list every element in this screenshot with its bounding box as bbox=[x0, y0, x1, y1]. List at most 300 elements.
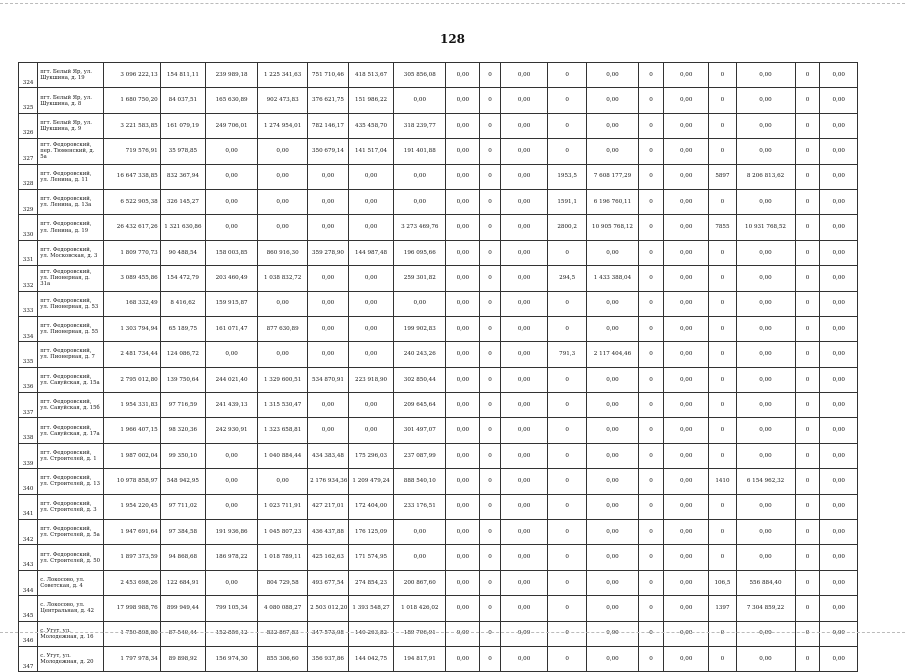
cell-cost-col-7: 0,00 bbox=[446, 266, 480, 291]
cell-cost-col-11: 0,00 bbox=[736, 545, 795, 570]
cell-cost-col-6: 196 095,66 bbox=[394, 240, 446, 265]
cell-cost-col-9: 0,00 bbox=[586, 494, 638, 519]
cell-cost-col-6: 3 273 469,76 bbox=[394, 215, 446, 240]
cell-qty-col-5: 0 bbox=[795, 316, 820, 341]
cell-cost-col-3: 804 729,58 bbox=[258, 570, 308, 595]
cell-cost-col-4: 493 677,54 bbox=[308, 570, 349, 595]
cell-row-number: 340 bbox=[19, 469, 38, 494]
cell-total-cost: 3 089 455,86 bbox=[104, 266, 161, 291]
cell-cost-col-3: 1 040 884,44 bbox=[258, 443, 308, 468]
cell-cost-col-11: 8 206 813,62 bbox=[736, 164, 795, 189]
cell-cost-col-6: 318 239,77 bbox=[394, 113, 446, 138]
cell-cost-col-5: 171 574,95 bbox=[348, 545, 393, 570]
table-row bbox=[19, 266, 858, 291]
cell-cost-col-4: 436 437,88 bbox=[308, 520, 349, 545]
cell-cost-col-3: 1 225 341,63 bbox=[258, 63, 308, 88]
cell-cost-col-9: 0,00 bbox=[586, 596, 638, 621]
cell-cost-col-9: 1 433 388,04 bbox=[586, 266, 638, 291]
cell-cost-col-10: 0,00 bbox=[664, 418, 709, 443]
cell-cost-col-11: 556 884,40 bbox=[736, 570, 795, 595]
cell-cost-col-10: 0,00 bbox=[664, 621, 709, 646]
cell-cost-col-10: 0,00 bbox=[664, 88, 709, 113]
cell-cost-col-7: 0,00 bbox=[446, 139, 480, 164]
cell-cost-col-5: 1 209 479,24 bbox=[348, 469, 393, 494]
cell-cost-col-12: 0,00 bbox=[820, 291, 858, 316]
cell-qty-col-5: 0 bbox=[795, 367, 820, 392]
cell-address: пгт. Федоровский, ул. Ленина, д. 13а bbox=[38, 189, 104, 214]
cell-qty-col-4: 0 bbox=[709, 342, 736, 367]
cell-cost-col-8: 0,00 bbox=[500, 646, 548, 671]
cell-cost-col-8: 0,00 bbox=[500, 443, 548, 468]
cell-cost-col-2: 0,00 bbox=[206, 342, 258, 367]
cell-cost-col-1: 154 811,11 bbox=[160, 63, 205, 88]
cell-row-number: 335 bbox=[19, 342, 38, 367]
cell-total-cost: 3 096 222,13 bbox=[104, 63, 161, 88]
cell-cost-col-12: 0,00 bbox=[820, 266, 858, 291]
cell-cost-col-9: 0,00 bbox=[586, 316, 638, 341]
cell-cost-col-4: 350 679,14 bbox=[308, 139, 349, 164]
cell-address: пгт. Федоровский, ул. Ленина, д. 19 bbox=[38, 215, 104, 240]
cell-cost-col-6: 200 867,60 bbox=[394, 570, 446, 595]
cell-qty-col-5: 0 bbox=[795, 621, 820, 646]
table-row bbox=[19, 469, 858, 494]
cell-cost-col-6: 237 087,99 bbox=[394, 443, 446, 468]
cell-cost-col-1: 8 416,62 bbox=[160, 291, 205, 316]
cell-cost-col-1: 99 350,10 bbox=[160, 443, 205, 468]
cell-row-number: 337 bbox=[19, 393, 38, 418]
cell-cost-col-5: 0,00 bbox=[348, 316, 393, 341]
cell-qty-col-1: 0 bbox=[480, 215, 500, 240]
cell-cost-col-4: 782 146,17 bbox=[308, 113, 349, 138]
cell-address: пгт. Федоровский, ул. Строителей, д. 13 bbox=[38, 469, 104, 494]
table-row bbox=[19, 367, 858, 392]
cell-qty-col-1: 0 bbox=[480, 88, 500, 113]
cell-cost-col-8: 0,00 bbox=[500, 113, 548, 138]
cell-qty-col-3: 0 bbox=[639, 63, 664, 88]
cell-cost-col-9: 0,00 bbox=[586, 240, 638, 265]
cell-qty-col-5: 0 bbox=[795, 88, 820, 113]
cell-qty-col-4: 1397 bbox=[709, 596, 736, 621]
cell-row-number: 334 bbox=[19, 316, 38, 341]
cell-qty-col-1: 0 bbox=[480, 596, 500, 621]
cell-qty-col-2: 0 bbox=[548, 443, 587, 468]
cell-cost-col-9: 0,00 bbox=[586, 63, 638, 88]
cell-qty-col-5: 0 bbox=[795, 164, 820, 189]
cell-qty-col-3: 0 bbox=[639, 342, 664, 367]
cell-total-cost: 1 303 794,94 bbox=[104, 316, 161, 341]
cell-qty-col-1: 0 bbox=[480, 316, 500, 341]
cell-cost-col-9: 0,00 bbox=[586, 139, 638, 164]
cell-address: пгт. Федоровский, ул. Пионерная, д. 7 bbox=[38, 342, 104, 367]
cell-cost-col-1: 94 868,68 bbox=[160, 545, 205, 570]
cell-qty-col-2: 1591,1 bbox=[548, 189, 587, 214]
cell-cost-col-6: 301 497,07 bbox=[394, 418, 446, 443]
cell-cost-col-12: 0,00 bbox=[820, 367, 858, 392]
cell-cost-col-12: 0,00 bbox=[820, 215, 858, 240]
cell-cost-col-1: 84 037,51 bbox=[160, 88, 205, 113]
table-row bbox=[19, 215, 858, 240]
cell-cost-col-8: 0,00 bbox=[500, 139, 548, 164]
cell-cost-col-4: 427 217,01 bbox=[308, 494, 349, 519]
cell-cost-col-5: 0,00 bbox=[348, 215, 393, 240]
cell-qty-col-1: 0 bbox=[480, 621, 500, 646]
cell-cost-col-11: 10 931 768,52 bbox=[736, 215, 795, 240]
cell-cost-col-5: 1 393 548,27 bbox=[348, 596, 393, 621]
cell-qty-col-3: 0 bbox=[639, 88, 664, 113]
cell-cost-col-11: 7 304 859,22 bbox=[736, 596, 795, 621]
cell-cost-col-8: 0,00 bbox=[500, 621, 548, 646]
cell-cost-col-7: 0,00 bbox=[446, 342, 480, 367]
cell-cost-col-4: 0,00 bbox=[308, 215, 349, 240]
cell-cost-col-10: 0,00 bbox=[664, 189, 709, 214]
cell-qty-col-4: 106,5 bbox=[709, 570, 736, 595]
cell-cost-col-7: 0,00 bbox=[446, 494, 480, 519]
cell-cost-col-7: 0,00 bbox=[446, 443, 480, 468]
cell-cost-col-9: 2 117 404,46 bbox=[586, 342, 638, 367]
cell-total-cost: 719 576,91 bbox=[104, 139, 161, 164]
cell-qty-col-1: 0 bbox=[480, 113, 500, 138]
cell-cost-col-9: 0,00 bbox=[586, 418, 638, 443]
cell-qty-col-3: 0 bbox=[639, 646, 664, 671]
cell-cost-col-4: 2 503 012,20 bbox=[308, 596, 349, 621]
cell-row-number: 332 bbox=[19, 266, 38, 291]
cell-cost-col-12: 0,00 bbox=[820, 63, 858, 88]
cell-cost-col-7: 0,00 bbox=[446, 596, 480, 621]
cell-cost-col-11: 0,00 bbox=[736, 240, 795, 265]
cell-qty-col-1: 0 bbox=[480, 240, 500, 265]
cell-qty-col-5: 0 bbox=[795, 443, 820, 468]
cell-cost-col-2: 241 439,13 bbox=[206, 393, 258, 418]
cell-cost-col-5: 144 042,75 bbox=[348, 646, 393, 671]
cell-cost-col-2: 0,00 bbox=[206, 570, 258, 595]
cell-qty-col-3: 0 bbox=[639, 393, 664, 418]
cell-cost-col-1: 1 321 630,86 bbox=[160, 215, 205, 240]
cell-cost-col-11: 0,00 bbox=[736, 520, 795, 545]
cell-cost-col-10: 0,00 bbox=[664, 139, 709, 164]
cell-qty-col-3: 0 bbox=[639, 443, 664, 468]
register-table bbox=[18, 62, 858, 672]
cell-cost-col-5: 0,00 bbox=[348, 418, 393, 443]
cell-cost-col-9: 0,00 bbox=[586, 646, 638, 671]
cell-cost-col-7: 0,00 bbox=[446, 63, 480, 88]
cell-cost-col-8: 0,00 bbox=[500, 266, 548, 291]
cell-cost-col-10: 0,00 bbox=[664, 469, 709, 494]
cell-qty-col-5: 0 bbox=[795, 291, 820, 316]
cell-cost-col-5: 418 513,67 bbox=[348, 63, 393, 88]
cell-cost-col-1: 832 367,94 bbox=[160, 164, 205, 189]
cell-cost-col-3: 1 323 658,81 bbox=[258, 418, 308, 443]
scan-edge-top bbox=[0, 3, 905, 4]
table-row bbox=[19, 545, 858, 570]
cell-cost-col-8: 0,00 bbox=[500, 215, 548, 240]
cell-cost-col-8: 0,00 bbox=[500, 545, 548, 570]
cell-cost-col-11: 0,00 bbox=[736, 646, 795, 671]
cell-qty-col-5: 0 bbox=[795, 520, 820, 545]
cell-qty-col-3: 0 bbox=[639, 215, 664, 240]
cell-cost-col-5: 435 458,70 bbox=[348, 113, 393, 138]
cell-cost-col-11: 0,00 bbox=[736, 367, 795, 392]
cell-qty-col-3: 0 bbox=[639, 240, 664, 265]
cell-qty-col-1: 0 bbox=[480, 443, 500, 468]
cell-cost-col-1: 548 942,95 bbox=[160, 469, 205, 494]
cell-total-cost: 1 797 978,34 bbox=[104, 646, 161, 671]
cell-cost-col-7: 0,00 bbox=[446, 164, 480, 189]
cell-qty-col-2: 0 bbox=[548, 291, 587, 316]
cell-qty-col-3: 0 bbox=[639, 469, 664, 494]
cell-total-cost: 1 750 808,80 bbox=[104, 621, 161, 646]
table-row bbox=[19, 646, 858, 671]
cell-qty-col-1: 0 bbox=[480, 545, 500, 570]
cell-cost-col-4: 0,00 bbox=[308, 342, 349, 367]
cell-cost-col-11: 6 154 962,32 bbox=[736, 469, 795, 494]
cell-cost-col-3: 0,00 bbox=[258, 189, 308, 214]
cell-row-number: 325 bbox=[19, 88, 38, 113]
cell-cost-col-3: 1 315 530,47 bbox=[258, 393, 308, 418]
cell-cost-col-12: 0,00 bbox=[820, 88, 858, 113]
cell-qty-col-2: 0 bbox=[548, 63, 587, 88]
cell-cost-col-10: 0,00 bbox=[664, 240, 709, 265]
cell-qty-col-2: 1953,5 bbox=[548, 164, 587, 189]
cell-cost-col-4: 0,00 bbox=[308, 189, 349, 214]
cell-cost-col-8: 0,00 bbox=[500, 520, 548, 545]
cell-cost-col-9: 0,00 bbox=[586, 113, 638, 138]
cell-cost-col-3: 855 306,60 bbox=[258, 646, 308, 671]
cell-cost-col-5: 0,00 bbox=[348, 189, 393, 214]
cell-cost-col-6: 0,00 bbox=[394, 545, 446, 570]
cell-qty-col-1: 0 bbox=[480, 342, 500, 367]
cell-qty-col-4: 0 bbox=[709, 240, 736, 265]
cell-cost-col-12: 0,00 bbox=[820, 316, 858, 341]
cell-cost-col-9: 0,00 bbox=[586, 393, 638, 418]
cell-qty-col-3: 0 bbox=[639, 596, 664, 621]
cell-address: пгт. Федоровский, ул. Московская, д. 3 bbox=[38, 240, 104, 265]
cell-qty-col-5: 0 bbox=[795, 215, 820, 240]
cell-address: пгт. Федоровский, ул. Строителей, д. 50 bbox=[38, 545, 104, 570]
cell-cost-col-6: 191 401,88 bbox=[394, 139, 446, 164]
cell-total-cost: 3 221 583,85 bbox=[104, 113, 161, 138]
cell-cost-col-11: 0,00 bbox=[736, 189, 795, 214]
cell-cost-col-7: 0,00 bbox=[446, 520, 480, 545]
cell-cost-col-2: 244 021,40 bbox=[206, 367, 258, 392]
cell-qty-col-1: 0 bbox=[480, 189, 500, 214]
cell-cost-col-10: 0,00 bbox=[664, 393, 709, 418]
cell-cost-col-4: 0,00 bbox=[308, 164, 349, 189]
cell-cost-col-7: 0,00 bbox=[446, 88, 480, 113]
cell-row-number: 342 bbox=[19, 520, 38, 545]
cell-cost-col-4: 376 621,75 bbox=[308, 88, 349, 113]
cell-row-number: 346 bbox=[19, 621, 38, 646]
table-row bbox=[19, 621, 858, 646]
cell-cost-col-12: 0,00 bbox=[820, 164, 858, 189]
cell-cost-col-6: 240 243,26 bbox=[394, 342, 446, 367]
cell-address: пгт. Белый Яр, ул. Шукшина, д. 8 bbox=[38, 88, 104, 113]
cell-cost-col-1: 87 540,44 bbox=[160, 621, 205, 646]
cell-cost-col-1: 139 750,64 bbox=[160, 367, 205, 392]
cell-cost-col-5: 144 987,48 bbox=[348, 240, 393, 265]
cell-cost-col-12: 0,00 bbox=[820, 342, 858, 367]
cell-cost-col-12: 0,00 bbox=[820, 113, 858, 138]
cell-cost-col-1: 97 711,02 bbox=[160, 494, 205, 519]
cell-qty-col-4: 0 bbox=[709, 139, 736, 164]
cell-qty-col-2: 0 bbox=[548, 316, 587, 341]
cell-cost-col-7: 0,00 bbox=[446, 469, 480, 494]
cell-cost-col-6: 302 850,44 bbox=[394, 367, 446, 392]
cell-qty-col-4: 0 bbox=[709, 63, 736, 88]
cell-qty-col-4: 0 bbox=[709, 418, 736, 443]
table-row bbox=[19, 240, 858, 265]
cell-cost-col-1: 90 488,54 bbox=[160, 240, 205, 265]
cell-qty-col-4: 1410 bbox=[709, 469, 736, 494]
cell-row-number: 328 bbox=[19, 164, 38, 189]
cell-row-number: 343 bbox=[19, 545, 38, 570]
register-body bbox=[19, 63, 858, 672]
cell-row-number: 338 bbox=[19, 418, 38, 443]
cell-cost-col-10: 0,00 bbox=[664, 520, 709, 545]
cell-total-cost: 1 987 002,04 bbox=[104, 443, 161, 468]
table-row bbox=[19, 342, 858, 367]
cell-address: пгт. Федоровский, ул. Савуйская, д. 15а bbox=[38, 367, 104, 392]
cell-cost-col-4: 0,00 bbox=[308, 316, 349, 341]
cell-total-cost: 2 481 734,44 bbox=[104, 342, 161, 367]
cell-cost-col-6: 305 856,08 bbox=[394, 63, 446, 88]
cell-qty-col-4: 0 bbox=[709, 443, 736, 468]
cell-cost-col-7: 0,00 bbox=[446, 646, 480, 671]
cell-qty-col-5: 0 bbox=[795, 646, 820, 671]
table-row bbox=[19, 443, 858, 468]
cell-cost-col-8: 0,00 bbox=[500, 291, 548, 316]
cell-qty-col-1: 0 bbox=[480, 139, 500, 164]
cell-cost-col-3: 0,00 bbox=[258, 291, 308, 316]
page-number: 128 bbox=[439, 32, 466, 46]
cell-cost-col-2: 0,00 bbox=[206, 189, 258, 214]
cell-row-number: 347 bbox=[19, 646, 38, 671]
cell-qty-col-2: 0 bbox=[548, 240, 587, 265]
cell-qty-col-5: 0 bbox=[795, 266, 820, 291]
table-row bbox=[19, 596, 858, 621]
cell-cost-col-6: 189 706,91 bbox=[394, 621, 446, 646]
cell-cost-col-4: 534 870,91 bbox=[308, 367, 349, 392]
cell-qty-col-1: 0 bbox=[480, 520, 500, 545]
cell-cost-col-1: 161 079,19 bbox=[160, 113, 205, 138]
cell-cost-col-6: 0,00 bbox=[394, 189, 446, 214]
cell-qty-col-3: 0 bbox=[639, 494, 664, 519]
cell-cost-col-11: 0,00 bbox=[736, 621, 795, 646]
cell-cost-col-10: 0,00 bbox=[664, 63, 709, 88]
cell-cost-col-1: 35 978,85 bbox=[160, 139, 205, 164]
cell-cost-col-4: 356 937,86 bbox=[308, 646, 349, 671]
cell-cost-col-2: 203 460,49 bbox=[206, 266, 258, 291]
cell-total-cost: 1 954 331,83 bbox=[104, 393, 161, 418]
cell-cost-col-2: 242 930,91 bbox=[206, 418, 258, 443]
cell-cost-col-9: 0,00 bbox=[586, 443, 638, 468]
cell-cost-col-2: 239 989,18 bbox=[206, 63, 258, 88]
cell-cost-col-8: 0,00 bbox=[500, 164, 548, 189]
cell-cost-col-7: 0,00 bbox=[446, 393, 480, 418]
cell-cost-col-8: 0,00 bbox=[500, 393, 548, 418]
cell-address: пгт. Федоровский, пер. Тюменский, д. 5а bbox=[38, 139, 104, 164]
cell-cost-col-6: 888 540,10 bbox=[394, 469, 446, 494]
cell-qty-col-5: 0 bbox=[795, 63, 820, 88]
cell-cost-col-2: 159 915,87 bbox=[206, 291, 258, 316]
cell-cost-col-3: 0,00 bbox=[258, 342, 308, 367]
cell-qty-col-1: 0 bbox=[480, 63, 500, 88]
cell-cost-col-6: 0,00 bbox=[394, 520, 446, 545]
cell-cost-col-2: 152 856,12 bbox=[206, 621, 258, 646]
cell-total-cost: 1 680 750,20 bbox=[104, 88, 161, 113]
cell-total-cost: 6 522 905,38 bbox=[104, 189, 161, 214]
cell-address: пгт. Федоровский, ул. Строителей, д. 3 bbox=[38, 494, 104, 519]
cell-qty-col-4: 0 bbox=[709, 291, 736, 316]
cell-qty-col-4: 0 bbox=[709, 189, 736, 214]
cell-address: пгт. Федоровский, ул. Пионерная, д. 53 bbox=[38, 291, 104, 316]
cell-cost-col-10: 0,00 bbox=[664, 367, 709, 392]
cell-cost-col-7: 0,00 bbox=[446, 113, 480, 138]
cell-cost-col-7: 0,00 bbox=[446, 215, 480, 240]
cell-qty-col-5: 0 bbox=[795, 494, 820, 519]
cell-cost-col-3: 1 329 600,51 bbox=[258, 367, 308, 392]
cell-cost-col-10: 0,00 bbox=[664, 570, 709, 595]
cell-cost-col-8: 0,00 bbox=[500, 367, 548, 392]
cell-cost-col-4: 2 176 934,36 bbox=[308, 469, 349, 494]
cell-qty-col-5: 0 bbox=[795, 393, 820, 418]
cell-total-cost: 2 453 698,26 bbox=[104, 570, 161, 595]
cell-cost-col-2: 161 071,47 bbox=[206, 316, 258, 341]
cell-cost-col-9: 0,00 bbox=[586, 520, 638, 545]
cell-cost-col-3: 1 018 789,11 bbox=[258, 545, 308, 570]
cell-cost-col-6: 233 176,51 bbox=[394, 494, 446, 519]
cell-cost-col-6: 194 817,91 bbox=[394, 646, 446, 671]
table-row bbox=[19, 63, 858, 88]
cell-qty-col-1: 0 bbox=[480, 469, 500, 494]
cell-cost-col-11: 0,00 bbox=[736, 139, 795, 164]
cell-qty-col-4: 0 bbox=[709, 113, 736, 138]
table-row bbox=[19, 393, 858, 418]
cell-qty-col-4: 5897 bbox=[709, 164, 736, 189]
cell-cost-col-5: 0,00 bbox=[348, 393, 393, 418]
cell-cost-col-3: 1 045 807,23 bbox=[258, 520, 308, 545]
cell-qty-col-2: 2800,2 bbox=[548, 215, 587, 240]
cell-cost-col-12: 0,00 bbox=[820, 443, 858, 468]
cell-cost-col-7: 0,00 bbox=[446, 189, 480, 214]
cell-cost-col-3: 832 867,83 bbox=[258, 621, 308, 646]
cell-qty-col-4: 0 bbox=[709, 646, 736, 671]
cell-cost-col-1: 97 716,59 bbox=[160, 393, 205, 418]
cell-total-cost: 1 897 373,59 bbox=[104, 545, 161, 570]
cell-cost-col-7: 0,00 bbox=[446, 418, 480, 443]
cell-cost-col-10: 0,00 bbox=[664, 545, 709, 570]
cell-row-number: 330 bbox=[19, 215, 38, 240]
table-row bbox=[19, 139, 858, 164]
cell-cost-col-4: 347 573,08 bbox=[308, 621, 349, 646]
cell-cost-col-10: 0,00 bbox=[664, 164, 709, 189]
cell-cost-col-10: 0,00 bbox=[664, 215, 709, 240]
cell-cost-col-9: 10 905 768,12 bbox=[586, 215, 638, 240]
cell-cost-col-9: 6 196 760,11 bbox=[586, 189, 638, 214]
cell-cost-col-4: 0,00 bbox=[308, 393, 349, 418]
cell-cost-col-8: 0,00 bbox=[500, 570, 548, 595]
cell-cost-col-7: 0,00 bbox=[446, 570, 480, 595]
cell-qty-col-5: 0 bbox=[795, 418, 820, 443]
cell-cost-col-10: 0,00 bbox=[664, 113, 709, 138]
cell-cost-col-5: 0,00 bbox=[348, 266, 393, 291]
cell-cost-col-5: 140 263,82 bbox=[348, 621, 393, 646]
cell-cost-col-11: 0,00 bbox=[736, 393, 795, 418]
cell-cost-col-9: 0,00 bbox=[586, 367, 638, 392]
cell-qty-col-1: 0 bbox=[480, 418, 500, 443]
cell-cost-col-1: 899 949,44 bbox=[160, 596, 205, 621]
cell-qty-col-4: 0 bbox=[709, 520, 736, 545]
cell-cost-col-9: 0,00 bbox=[586, 88, 638, 113]
